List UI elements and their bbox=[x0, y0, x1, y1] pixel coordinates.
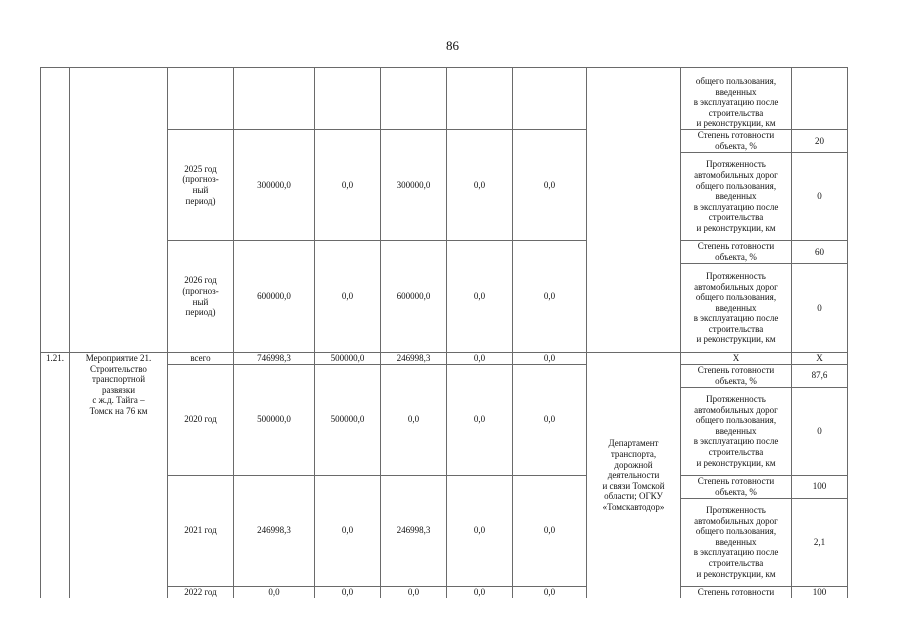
amount-extra: 0,0 bbox=[513, 241, 587, 353]
value-cell: 20 bbox=[792, 130, 848, 153]
amount-regional: 0,0 bbox=[381, 364, 447, 475]
year-cell: 2025 год (прогноз- ный период) bbox=[168, 130, 234, 241]
name-cell bbox=[70, 68, 168, 353]
amount-total: 500000,0 bbox=[234, 364, 315, 475]
table-row bbox=[41, 68, 848, 130]
indicator-cell: Степень готовности объекта, % bbox=[681, 475, 792, 498]
amount-total: 300000,0 bbox=[234, 130, 315, 241]
year-cell: 2021 год bbox=[168, 475, 234, 586]
amount-regional: 246998,3 bbox=[381, 475, 447, 586]
indicator-cell: Протяженность автомобильных дорог общего пользования, введенных в эксплуатацию после строительства и реконструкции, км bbox=[681, 387, 792, 475]
amount-cell bbox=[381, 68, 447, 130]
value-cell: 0 bbox=[792, 387, 848, 475]
amount-extra: 0,0 bbox=[513, 353, 587, 365]
amount-regional: 246998,3 bbox=[381, 353, 447, 365]
value-cell: 100 bbox=[792, 586, 848, 598]
amount-regional: 300000,0 bbox=[381, 130, 447, 241]
num-cell: 1.21. bbox=[41, 353, 70, 599]
indicator-cell: Степень готовности объекта, % bbox=[681, 364, 792, 387]
amount-extra: 0,0 bbox=[513, 130, 587, 241]
period-cell: всего bbox=[168, 353, 234, 365]
amount-local: 0,0 bbox=[447, 130, 513, 241]
amount-local: 0,0 bbox=[447, 241, 513, 353]
indicator-cell: Протяженность автомобильных дорог общего пользования, введенных в эксплуатацию после строительства и реконструкции, км bbox=[681, 264, 792, 353]
amount-cell bbox=[234, 68, 315, 130]
amount-regional: 0,0 bbox=[381, 586, 447, 598]
amount-total: 0,0 bbox=[234, 586, 315, 598]
amount-extra: 0,0 bbox=[513, 586, 587, 598]
amount-local: 0,0 bbox=[447, 475, 513, 586]
indicator-cell: Протяженность автомобильных дорог общего пользования, введенных в эксплуатацию после строительства и реконструкции, км bbox=[681, 153, 792, 241]
table-row bbox=[41, 353, 848, 365]
value-cell: 100 bbox=[792, 475, 848, 498]
measure-name: Мероприятие 21. Строительство транспортной развязки с ж.д. Тайга – Томск на 76 км bbox=[70, 353, 168, 599]
indicator-cell: общего пользования, введенных в эксплуатацию после строительства и реконструкции, км bbox=[681, 68, 792, 130]
amount-cell bbox=[315, 68, 381, 130]
amount-federal: 0,0 bbox=[315, 130, 381, 241]
value-cell bbox=[792, 68, 848, 130]
num-cell bbox=[41, 68, 70, 353]
indicator-cell: Степень готовности объекта, % bbox=[681, 241, 792, 264]
responsible-cell bbox=[587, 68, 681, 353]
responsible-cell: Департамент транспорта, дорожной деятельности и связи Томской области; ОГКУ «Томскавтодор» bbox=[587, 353, 681, 599]
year-cell bbox=[168, 68, 234, 130]
program-table bbox=[40, 67, 848, 598]
amount-total: 600000,0 bbox=[234, 241, 315, 353]
amount-local: 0,0 bbox=[447, 364, 513, 475]
amount-local: 0,0 bbox=[447, 353, 513, 365]
amount-regional: 600000,0 bbox=[381, 241, 447, 353]
amount-local: 0,0 bbox=[447, 586, 513, 598]
amount-federal: 0,0 bbox=[315, 241, 381, 353]
indicator-cell: Протяженность автомобильных дорог общего пользования, введенных в эксплуатацию после строительства и реконструкции, км bbox=[681, 498, 792, 586]
indicator-cell: Степень готовности объекта, % bbox=[681, 130, 792, 153]
year-cell: 2020 год bbox=[168, 364, 234, 475]
indicator-cell: Х bbox=[681, 353, 792, 365]
amount-federal: 500000,0 bbox=[315, 364, 381, 475]
amount-federal: 0,0 bbox=[315, 475, 381, 586]
amount-federal: 0,0 bbox=[315, 586, 381, 598]
value-cell: 87,6 bbox=[792, 364, 848, 387]
year-cell: 2026 год (прогноз- ный период) bbox=[168, 241, 234, 353]
indicator-cell: Степень готовности bbox=[681, 586, 792, 598]
value-cell: 2,1 bbox=[792, 498, 848, 586]
page-number: 86 bbox=[446, 38, 459, 53]
amount-total: 246998,3 bbox=[234, 475, 315, 586]
value-cell: Х bbox=[792, 353, 848, 365]
value-cell: 0 bbox=[792, 264, 848, 353]
value-cell: 60 bbox=[792, 241, 848, 264]
amount-extra: 0,0 bbox=[513, 364, 587, 475]
year-cell: 2022 год bbox=[168, 586, 234, 598]
amount-total: 746998,3 bbox=[234, 353, 315, 365]
amount-cell bbox=[447, 68, 513, 130]
amount-extra: 0,0 bbox=[513, 475, 587, 586]
amount-federal: 500000,0 bbox=[315, 353, 381, 365]
value-cell: 0 bbox=[792, 153, 848, 241]
amount-cell bbox=[513, 68, 587, 130]
